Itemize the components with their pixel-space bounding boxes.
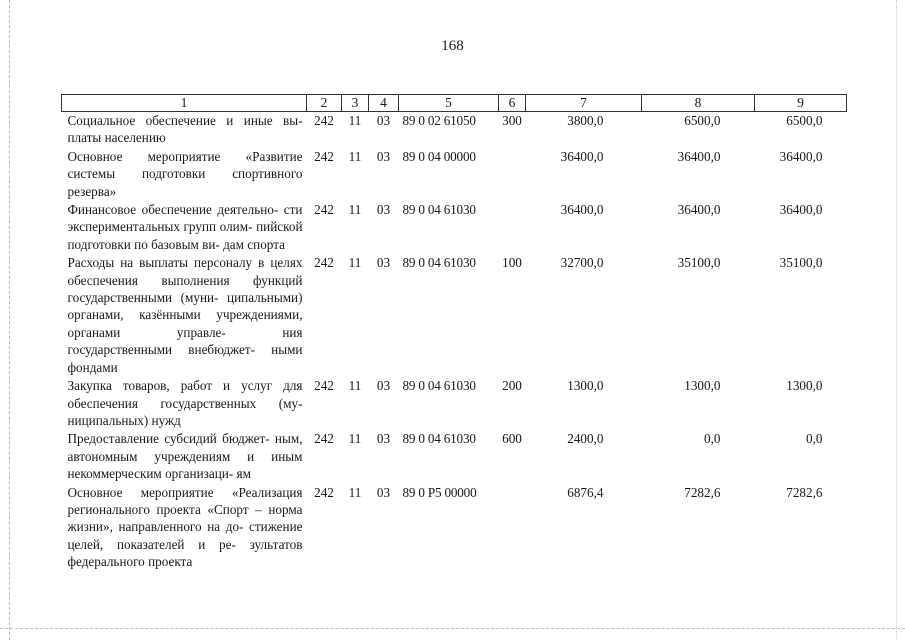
row-code-subsection: 03 xyxy=(376,148,391,164)
header-row xyxy=(62,95,847,112)
table-row xyxy=(62,148,847,201)
row-code-target: 89 0 04 61030 xyxy=(402,255,476,271)
row-code-expense-type: 600 xyxy=(502,431,522,447)
row-code-target: 89 0 02 61050 xyxy=(402,113,476,128)
table-row xyxy=(62,484,847,572)
row-code-target: 89 0 04 61030 xyxy=(402,431,476,447)
row-amount-col8: 7282,6 xyxy=(684,484,721,500)
row-amount-col9: 6500,0 xyxy=(786,113,823,128)
row-code-section: 11 xyxy=(348,431,362,447)
header-col-3: 3 xyxy=(342,95,369,112)
row-name: Социальное обеспечение и иные вы- платы населению xyxy=(67,113,303,146)
row-code-target: 89 0 04 61030 xyxy=(402,202,476,218)
row-amount-col7: 3800,0 xyxy=(567,113,604,128)
table-header xyxy=(62,95,847,112)
row-code-expense-type xyxy=(499,148,526,201)
table-body xyxy=(62,112,847,572)
row-name: Закупка товаров, работ и услуг для обеспечения государственных (му- ниципальных) нужд xyxy=(67,378,303,428)
row-code-ministry: 242 xyxy=(314,484,334,500)
row-amount-col7: 36400,0 xyxy=(560,148,604,164)
row-code-section: 11 xyxy=(348,255,362,271)
row-code-expense-type: 200 xyxy=(502,378,522,394)
row-amount-col7: 32700,0 xyxy=(560,255,604,271)
row-code-ministry: 242 xyxy=(314,378,334,394)
row-code-expense-type: 300 xyxy=(502,113,522,128)
row-amount-col9: 0,0 xyxy=(806,431,823,447)
header-col-6: 6 xyxy=(499,95,526,112)
row-code-ministry: 242 xyxy=(314,431,334,447)
row-amount-col9: 36400,0 xyxy=(779,202,823,218)
row-code-section: 11 xyxy=(348,148,362,164)
row-name: Основное мероприятие «Реализация регионального проекта «Спорт – норма жизни», направленного на до- стижение целей, показателей и ре- зультатов федерального проекта xyxy=(67,484,303,570)
row-code-subsection: 03 xyxy=(376,255,391,271)
row-amount-col7: 1300,0 xyxy=(567,378,604,394)
row-amount-col7: 36400,0 xyxy=(560,202,604,218)
row-code-section: 11 xyxy=(348,484,362,500)
row-code-expense-type xyxy=(499,201,526,254)
row-code-subsection: 03 xyxy=(376,378,391,394)
table-row xyxy=(62,377,847,430)
table-row xyxy=(62,112,847,148)
row-amount-col9: 35100,0 xyxy=(779,255,823,271)
row-code-ministry: 242 xyxy=(314,202,334,218)
row-code-subsection: 03 xyxy=(376,113,391,128)
row-code-subsection: 03 xyxy=(376,202,391,218)
row-name: Основное мероприятие «Развитие системы подготовки спортивного резерва» xyxy=(67,148,303,199)
scan-edge-right xyxy=(896,0,897,640)
row-amount-col7: 2400,0 xyxy=(567,431,604,447)
row-code-section: 11 xyxy=(348,378,362,394)
row-code-subsection: 03 xyxy=(376,484,391,500)
header-col-7: 7 xyxy=(526,95,642,112)
row-code-expense-type: 100 xyxy=(502,255,522,271)
row-amount-col8: 1300,0 xyxy=(684,378,721,394)
header-col-8: 8 xyxy=(642,95,755,112)
row-amount-col8: 6500,0 xyxy=(684,113,721,128)
row-name: Финансовое обеспечение деятельно- сти экспериментальных групп олим- пийской подготовки по базовым ви- дам спорта xyxy=(67,202,303,252)
row-code-target: 89 0 P5 00000 xyxy=(402,484,477,500)
row-code-section: 11 xyxy=(348,113,362,128)
row-amount-col8: 36400,0 xyxy=(677,148,721,164)
row-name: Расходы на выплаты персоналу в целях обеспечения выполнения функций государственными (муни- ципальными) органами, казёнными учреждениями, органами управле- ния государственными внебюджет- ными фондами xyxy=(67,255,303,375)
row-code-ministry: 242 xyxy=(314,113,334,128)
row-code-subsection: 03 xyxy=(376,431,391,447)
table-row xyxy=(62,254,847,377)
page-number: 168 xyxy=(441,38,464,54)
row-amount-col8: 36400,0 xyxy=(677,202,721,218)
row-amount-col9: 1300,0 xyxy=(786,378,823,394)
header-col-9: 9 xyxy=(755,95,847,112)
table-row xyxy=(62,201,847,254)
header-col-4: 4 xyxy=(369,95,399,112)
row-amount-col8: 35100,0 xyxy=(677,255,721,271)
table-row xyxy=(62,430,847,483)
row-amount-col9: 36400,0 xyxy=(779,148,823,164)
row-amount-col7: 6876,4 xyxy=(567,484,604,500)
row-code-expense-type xyxy=(499,484,526,572)
row-amount-col8: 0,0 xyxy=(704,431,721,447)
row-code-target: 89 0 04 61030 xyxy=(402,378,476,394)
row-code-target: 89 0 04 00000 xyxy=(402,148,476,164)
row-amount-col9: 7282,6 xyxy=(786,484,823,500)
scan-edge-left xyxy=(9,0,10,640)
row-code-ministry: 242 xyxy=(314,255,334,271)
header-col-1: 1 xyxy=(62,95,307,112)
header-col-2: 2 xyxy=(307,95,342,112)
row-code-ministry: 242 xyxy=(314,148,334,164)
scan-edge-bottom xyxy=(0,628,905,629)
header-col-5: 5 xyxy=(399,95,499,112)
budget-table xyxy=(61,94,847,572)
row-name: Предоставление субсидий бюджет- ным, автономным учреждениям и иным некоммерческим организаци- ям xyxy=(67,431,303,482)
row-code-section: 11 xyxy=(348,202,362,218)
